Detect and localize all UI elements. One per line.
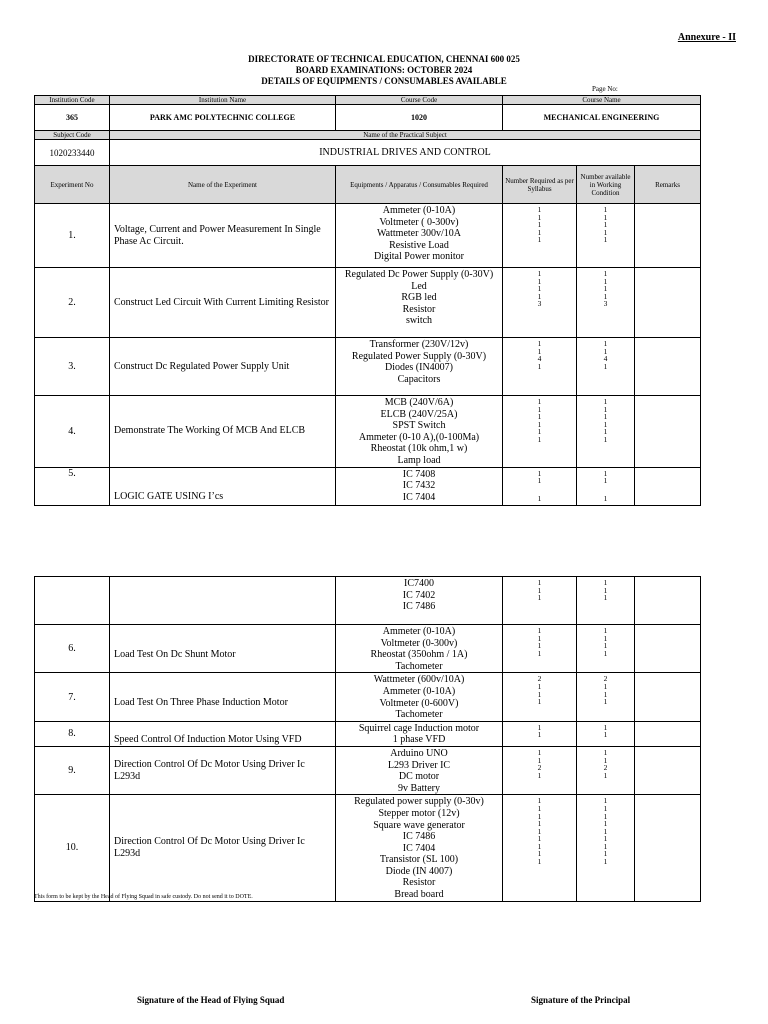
experiment-row: [35, 673, 701, 721]
available-value: 1: [603, 770, 608, 780]
course-name-value: MECHANICAL ENGINEERING: [503, 105, 701, 131]
required-value: 3: [537, 299, 542, 309]
available-value: 1: [603, 681, 608, 691]
col-header-equipment: Equipments / Apparatus / Consumables Required: [336, 166, 503, 204]
equipment-item: Diode (IN 4007): [385, 865, 453, 877]
header-exam: BOARD EXAMINATIONS: OCTOBER 2024: [295, 65, 473, 75]
available-value: 1: [603, 578, 608, 587]
required-count: [503, 673, 577, 721]
experiment-number: 10.: [35, 795, 110, 901]
available-value: 1: [603, 593, 608, 603]
remarks-cell: [635, 746, 701, 794]
required-value: 1: [537, 346, 542, 356]
experiment-number: 8.: [35, 721, 110, 746]
experiment-row: [35, 721, 701, 746]
course-code-label: Course Code: [336, 96, 503, 105]
equipment-item: Voltmeter (0-300v): [380, 637, 458, 649]
required-value: 1: [537, 578, 542, 587]
equipment-item: Wattmeter (600v/10A): [373, 674, 465, 686]
required-value: 2: [537, 674, 542, 684]
experiment-name: Voltage, Current and Power Measurement In Single Phase Ac Circuit.: [110, 204, 336, 268]
equipment-item: Regulated power supply (0-30v): [354, 796, 484, 808]
available-value: 1: [603, 697, 608, 707]
required-count: [503, 338, 577, 396]
equipment-item: RGB led: [401, 292, 437, 304]
required-value: 1: [537, 419, 542, 429]
required-count: [503, 396, 577, 468]
equipment-list: [336, 795, 503, 901]
remarks-cell: [635, 396, 701, 468]
required-value: 1: [537, 730, 542, 740]
experiment-row: [35, 795, 701, 901]
experiment-number: 6.: [35, 625, 110, 673]
col-header-remarks: Remarks: [635, 166, 701, 204]
available-value: 1: [603, 819, 608, 829]
equipment-item: Arduino UNO: [390, 747, 448, 759]
custody-note: This form to be kept by the Head of Flying Squad in safe custody. Do not send it to DOTE.: [34, 894, 253, 900]
required-value: 1: [537, 633, 542, 643]
course-name-label: Course Name: [503, 96, 701, 105]
equipment-item: 9v Battery: [398, 782, 440, 794]
required-value: 1: [537, 811, 542, 821]
required-value: 1: [537, 697, 542, 707]
equipment-item: ELCB (240V/25A): [380, 408, 458, 420]
equipment-item: Rheostat (10k ohm,1 w): [370, 443, 468, 455]
equipment-list: [336, 268, 503, 338]
experiment-row: [35, 268, 701, 338]
equipment-item: Resistor: [402, 303, 436, 315]
institution-code-value: 365: [35, 105, 110, 131]
equipment-item: Wattmeter 300v/10A: [377, 228, 461, 240]
remarks-cell: [635, 577, 701, 625]
required-value: 1: [537, 212, 542, 222]
available-value: 2: [603, 674, 608, 684]
experiment-number: 3.: [35, 338, 110, 396]
equipment-item: Regulated Dc Power Supply (0-30V): [344, 269, 494, 280]
experiment-number: 4.: [35, 396, 110, 468]
required-value: 1: [537, 269, 542, 278]
available-value: 1: [603, 730, 608, 740]
remarks-cell: [635, 673, 701, 721]
equipment-item: Voltmeter (0-600V): [379, 697, 459, 709]
page-no-label: Page No:: [592, 85, 618, 93]
available-value: 1: [603, 811, 608, 821]
available-value: 1: [603, 397, 608, 406]
experiment-name: Direction Control Of Dc Motor Using Driver Ic L293d: [110, 746, 336, 794]
remarks-cell: [635, 721, 701, 746]
equipment-item: Squirrel cage Induction motor: [358, 722, 480, 734]
equipment-item: Led: [411, 280, 427, 292]
experiment-number: 9.: [35, 746, 110, 794]
required-value: 1: [537, 689, 542, 699]
required-value: 1: [537, 841, 542, 851]
available-count: [577, 338, 635, 396]
equipment-item: DC motor: [398, 771, 440, 783]
equipment-item: Transformer (230V/12v): [369, 339, 469, 350]
available-value: 1: [603, 633, 608, 643]
required-count: [503, 625, 577, 673]
equipment-list: [336, 467, 503, 505]
equipment-item: Digital Power monitor: [374, 251, 464, 263]
required-value: 1: [537, 722, 542, 732]
header-directorate: DIRECTORATE OF TECHNICAL EDUCATION, CHENNAI 600 025: [248, 54, 520, 64]
signature-principal: Signature of the Principal: [531, 995, 631, 1005]
available-value: 1: [603, 585, 608, 595]
required-count: [503, 268, 577, 338]
available-count: [577, 396, 635, 468]
experiment-row: [35, 746, 701, 794]
required-value: 1: [537, 819, 542, 829]
equipment-item: IC 7404: [402, 842, 436, 854]
equipment-item: Diodes (IN4007): [384, 362, 454, 374]
required-value: 1: [537, 412, 542, 422]
remarks-cell: [635, 795, 701, 901]
required-value: 1: [537, 235, 542, 245]
available-value: 1: [603, 803, 608, 813]
experiment-number: 2.: [35, 268, 110, 338]
available-value: 1: [603, 361, 608, 371]
required-value: 1: [537, 803, 542, 813]
experiment-row: [35, 467, 701, 505]
equipment-item: Square wave generator: [373, 819, 465, 831]
equipment-item: L293 Driver IC: [387, 759, 451, 771]
required-value: 1: [537, 468, 542, 478]
required-value: 1: [537, 291, 542, 301]
required-value: 1: [537, 593, 542, 603]
experiment-name: LOGIC GATE USING I’cs: [110, 467, 336, 505]
available-value: 2: [603, 763, 608, 773]
equipment-item: IC 7402: [402, 589, 436, 601]
available-value: 1: [603, 747, 608, 757]
required-value: 1: [537, 361, 542, 371]
available-value: 1: [603, 841, 608, 851]
available-value: 1: [603, 849, 608, 859]
equipment-item: Resistor: [402, 877, 436, 889]
available-count: [577, 268, 635, 338]
required-count: [503, 467, 577, 505]
required-value: 1: [537, 205, 542, 214]
equipment-list: [336, 204, 503, 268]
equipment-item: IC 7408: [402, 468, 436, 480]
equipment-item: Lamp load: [397, 454, 441, 466]
equipment-item: MCB (240V/6A): [384, 397, 454, 408]
equipment-item: Resistive Load: [389, 239, 449, 251]
experiment-name: Speed Control Of Induction Motor Using VFD: [110, 721, 336, 746]
equipment-list: [336, 338, 503, 396]
equipment-item: Tachometer: [395, 709, 443, 721]
col-header-exp-name: Name of the Experiment: [110, 166, 336, 204]
available-count: [577, 795, 635, 901]
institution-name-value: PARK AMC POLYTECHNIC COLLEGE: [110, 105, 336, 131]
required-value: 1: [537, 404, 542, 414]
required-value: 1: [537, 641, 542, 651]
equipment-list: [336, 746, 503, 794]
equipment-item: Regulated Power Supply (0-30V): [351, 350, 487, 362]
available-value: 1: [603, 212, 608, 222]
required-value: 1: [537, 284, 542, 294]
col-header-available: Number available in Working Condition: [577, 166, 635, 204]
required-value: 1: [537, 220, 542, 230]
available-value: 1: [603, 857, 608, 867]
experiment-number: 7.: [35, 673, 110, 721]
available-value: 1: [603, 796, 608, 806]
institution-name-label: Institution Name: [110, 96, 336, 105]
required-value: 1: [537, 681, 542, 691]
required-value: 1: [537, 493, 542, 503]
equipment-item: Rheostat (350ohm / 1A): [370, 649, 468, 661]
available-value: 1: [603, 755, 608, 765]
available-value: 1: [603, 641, 608, 651]
available-value: 1: [603, 205, 608, 214]
available-value: 1: [603, 834, 608, 844]
available-value: 1: [603, 284, 608, 294]
experiment-number: [35, 577, 110, 625]
col-header-exp-no: Experiment No: [35, 166, 110, 204]
available-value: 1: [603, 427, 608, 437]
remarks-cell: [635, 204, 701, 268]
available-count: [577, 577, 635, 625]
equipment-list: [336, 625, 503, 673]
equipment-item: IC 7486: [402, 831, 436, 843]
available-value: 1: [603, 722, 608, 732]
experiment-row: [35, 396, 701, 468]
available-count: [577, 467, 635, 505]
required-value: 1: [537, 339, 542, 348]
equipment-item: IC7400: [404, 578, 434, 589]
required-value: 1: [537, 747, 542, 757]
experiment-name: Construct Dc Regulated Power Supply Unit: [110, 338, 336, 396]
remarks-cell: [635, 467, 701, 505]
experiment-name: Construct Led Circuit With Current Limiting Resistor: [110, 268, 336, 338]
required-count: [503, 795, 577, 901]
available-count: [577, 673, 635, 721]
practical-subject-value: INDUSTRIAL DRIVES AND CONTROL: [110, 140, 701, 166]
available-value: 1: [603, 648, 608, 658]
available-value: 1: [603, 412, 608, 422]
equipment-item: Tachometer: [395, 660, 443, 672]
practical-subject-label: Name of the Practical Subject: [110, 131, 701, 140]
available-value: 1: [603, 269, 608, 278]
required-value: 1: [537, 755, 542, 765]
available-value: 1: [603, 235, 608, 245]
equipment-item: IC 7404: [402, 491, 436, 503]
equipment-item: 1 phase VFD: [392, 734, 446, 746]
available-value: 1: [603, 826, 608, 836]
experiment-name: Direction Control Of Dc Motor Using Driver Ic L293d: [110, 795, 336, 901]
experiment-row: [35, 577, 701, 625]
required-value: 1: [537, 770, 542, 780]
equipment-item: Transistor (SL 100): [379, 854, 459, 866]
experiment-row: [35, 204, 701, 268]
subject-code-value: 1020233440: [35, 140, 110, 166]
required-value: 1: [537, 648, 542, 658]
available-value: 1: [603, 346, 608, 356]
required-value: 1: [537, 397, 542, 406]
col-header-required: Number Required as per Syllabus: [503, 166, 577, 204]
experiment-name: Load Test On Dc Shunt Motor: [110, 625, 336, 673]
required-count: [503, 746, 577, 794]
available-value: 1: [603, 227, 608, 237]
subject-code-label: Subject Code: [35, 131, 110, 140]
equipment-list: [336, 577, 503, 625]
equipment-item: Ammeter (0-10A): [382, 205, 456, 216]
available-value: 1: [603, 626, 608, 635]
equipment-item: Ammeter (0-10A): [382, 685, 456, 697]
equipment-item: SPST Switch: [392, 420, 446, 432]
equipment-item: Capacitors: [397, 373, 441, 385]
equipment-list: [336, 396, 503, 468]
equipment-item: Voltmeter ( 0-300v): [379, 216, 459, 228]
available-value: 1: [603, 276, 608, 286]
equipment-table-page1: [34, 95, 701, 506]
available-value: 1: [603, 689, 608, 699]
required-value: 1: [537, 434, 542, 444]
available-count: [577, 204, 635, 268]
remarks-cell: [635, 625, 701, 673]
required-value: 1: [537, 626, 542, 635]
required-value: 1: [537, 476, 542, 486]
equipment-item: Ammeter (0-10 A),(0-100Ma): [358, 431, 480, 443]
institution-code-label: Institution Code: [35, 96, 110, 105]
experiment-row: [35, 625, 701, 673]
available-value: 3: [603, 299, 608, 309]
course-code-value: 1020: [336, 105, 503, 131]
available-value: 1: [603, 468, 608, 478]
experiment-number: 1.: [35, 204, 110, 268]
signature-flying-squad: Signature of the Head of Flying Squad: [137, 995, 285, 1005]
equipment-item: Bread board: [394, 889, 444, 901]
equipment-table-page2: [34, 576, 701, 902]
required-value: 1: [537, 276, 542, 286]
annexure-label: Annexure - II: [677, 32, 736, 43]
required-value: 1: [537, 834, 542, 844]
required-value: 1: [537, 427, 542, 437]
available-count: [577, 625, 635, 673]
available-value: 1: [603, 339, 608, 348]
equipment-item: switch: [405, 315, 433, 327]
experiment-number: 5.: [35, 467, 110, 505]
available-value: 1: [603, 434, 608, 444]
required-count: [503, 204, 577, 268]
equipment-list: [336, 721, 503, 746]
experiment-name: Load Test On Three Phase Induction Motor: [110, 673, 336, 721]
required-value: 1: [537, 585, 542, 595]
equipment-item: Stepper motor (12v): [378, 807, 460, 819]
required-value: 1: [537, 796, 542, 806]
required-count: [503, 577, 577, 625]
experiment-name: [110, 577, 336, 625]
experiment-row: [35, 338, 701, 396]
header-title: DETAILS OF EQUIPMENTS / CONSUMABLES AVAILABLE: [261, 76, 507, 86]
experiment-name: Demonstrate The Working Of MCB And ELCB: [110, 396, 336, 468]
required-value: 2: [537, 763, 542, 773]
required-value: 1: [537, 826, 542, 836]
required-value: 1: [537, 849, 542, 859]
equipment-item: Ammeter (0-10A): [382, 626, 456, 637]
available-value: 1: [603, 404, 608, 414]
required-value: 4: [537, 354, 542, 364]
available-count: [577, 746, 635, 794]
available-value: 1: [603, 220, 608, 230]
equipment-item: IC 7432: [402, 480, 436, 492]
equipment-item: IC 7486: [402, 601, 436, 613]
available-count: [577, 721, 635, 746]
required-value: 1: [537, 227, 542, 237]
remarks-cell: [635, 268, 701, 338]
available-value: 1: [603, 291, 608, 301]
required-value: 1: [537, 857, 542, 867]
available-value: 1: [603, 493, 608, 503]
available-value: 4: [603, 354, 608, 364]
available-value: 1: [603, 419, 608, 429]
equipment-list: [336, 673, 503, 721]
required-count: [503, 721, 577, 746]
remarks-cell: [635, 338, 701, 396]
available-value: 1: [603, 476, 608, 486]
